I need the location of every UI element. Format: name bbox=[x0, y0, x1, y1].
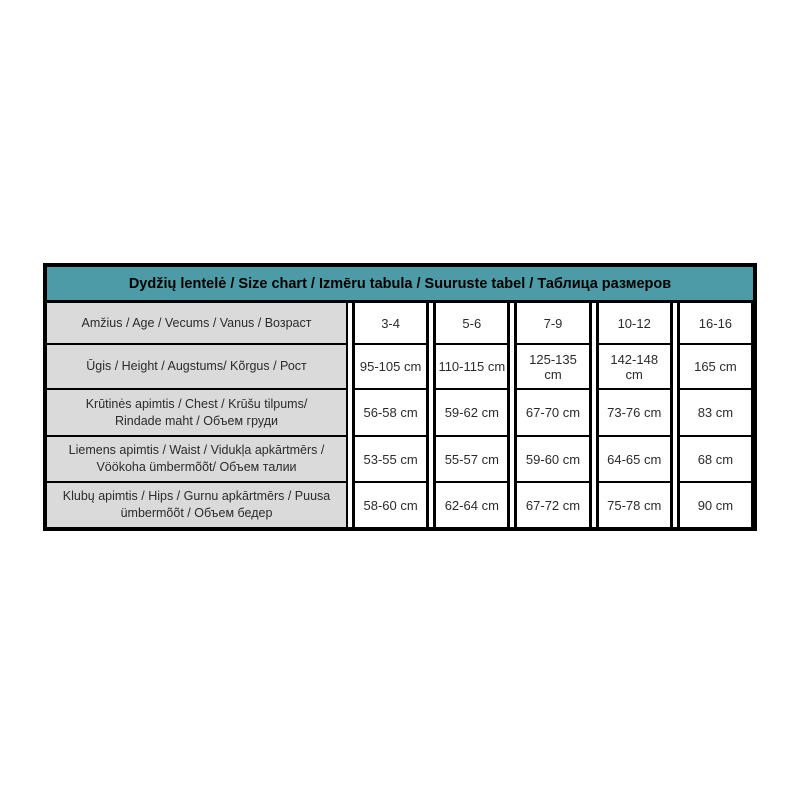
table-cell: 59-60 cm bbox=[517, 437, 588, 483]
table-cell: 55-57 cm bbox=[436, 437, 507, 483]
table-cell: 59-62 cm bbox=[436, 390, 507, 437]
table-cell: 58-60 cm bbox=[363, 497, 418, 513]
value-column-2 bbox=[433, 303, 510, 527]
row-label-waist: Liemens apimtis / Waist / Vidukļa apkārtmērs / Vöökoha ümbermõõt/ Объем талии bbox=[47, 437, 346, 483]
table-cell: 56-58 cm bbox=[355, 390, 426, 437]
table-cell: 68 cm bbox=[680, 437, 751, 483]
row-label-age: Amžius / Age / Vecums / Vanus / Возраст bbox=[47, 303, 346, 345]
table-cell: 95-105 cm bbox=[355, 345, 426, 390]
table-cell: 5-6 bbox=[436, 303, 507, 345]
table-cell: 10-12 bbox=[599, 303, 670, 345]
size-chart-table bbox=[43, 263, 757, 531]
table-cell: 75-78 cm bbox=[607, 497, 662, 513]
table-cell: 165 cm bbox=[680, 345, 751, 390]
table-cell: 110-115 cm bbox=[436, 345, 507, 390]
table-cell: 142-148 cm bbox=[599, 345, 670, 390]
table-cell: 83 cm bbox=[680, 390, 751, 437]
value-column-1 bbox=[352, 303, 429, 527]
table-cell: 64-65 cm bbox=[599, 437, 670, 483]
table-cell: 73-76 cm bbox=[599, 390, 670, 437]
value-column-3 bbox=[514, 303, 591, 527]
label-column bbox=[47, 303, 348, 527]
table-cell: 7-9 bbox=[517, 303, 588, 345]
table-body bbox=[47, 303, 753, 527]
table-cell: 67-70 cm bbox=[517, 390, 588, 437]
table-cell: 125-135 cm bbox=[517, 345, 588, 390]
table-cell: 62-64 cm bbox=[444, 497, 499, 513]
value-column-5 bbox=[677, 303, 753, 527]
table-cell: 53-55 cm bbox=[355, 437, 426, 483]
value-column-4 bbox=[596, 303, 673, 527]
table-cell: 3-4 bbox=[355, 303, 426, 345]
table-cell: 90 cm bbox=[697, 497, 734, 513]
table-cell: 16-16 bbox=[680, 303, 751, 345]
table-title: Dydžių lentelė / Size chart / Izmēru tabula / Suuruste tabel / Таблица размеров bbox=[47, 267, 753, 303]
row-label-hips: Klubų apimtis / Hips / Gurnu apkārtmērs / Puusa ümbermõõt / Объем бедер bbox=[62, 489, 331, 520]
table-cell: 67-72 cm bbox=[525, 497, 581, 513]
row-label-height: Ūgis / Height / Augstums/ Kõrgus / Рост bbox=[47, 345, 346, 390]
row-label-chest: Krūtinės apimtis / Chest / Krūšu tilpums/ Rindade maht / Объем груди bbox=[47, 390, 346, 437]
